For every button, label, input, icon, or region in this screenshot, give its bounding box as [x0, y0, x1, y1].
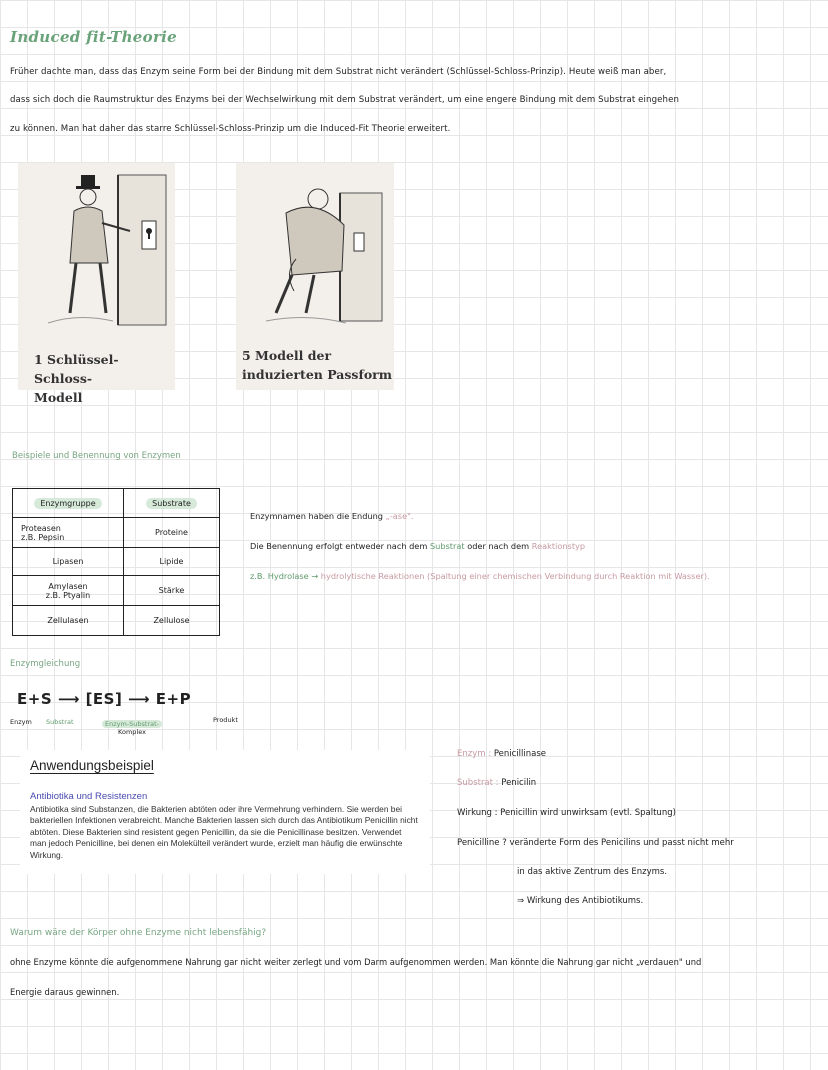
page-title: Induced fit-Theorie [10, 28, 177, 46]
card-subtitle: Antibiotika und Resistenzen [30, 791, 148, 802]
intro-line-3: zu können. Man hat daher das starre Schlüssel-Schloss-Prinzip um die Induced-Fit Theorie erweitert. [10, 124, 451, 134]
answer-line-2: Energie daraus gewinnen. [10, 987, 120, 997]
table-row [13, 518, 220, 548]
figure-2-caption-1: 5 Modell der [242, 348, 332, 363]
rn-substrat-label: Substrat : [457, 778, 499, 788]
figure-2-caption-2: induzierten Passform [242, 367, 392, 382]
note-example [250, 571, 710, 581]
rn-penicilline-3: ⇒ Wirkung des Antibiotikums. [517, 896, 644, 906]
note-naming-text: Die Benennung erfolgt entweder nach dem [250, 541, 428, 551]
label-produkt: Produkt [213, 716, 238, 724]
card-body: Antibiotika sind Substanzen, die Bakterien abtöten oder ihre Vermehrung verhindern. Sie werden bei bakteriellen Infektionen verabreicht. Manche Bakterien lassen sich durch das Antibiotikum Penicillin nicht abtöten. Diese Bakterien sind resistent gegen Penicillin, da sie die Penicillinase besitzen. Verwendet man jedoch Penicilline, bei denen ein Molekülteil verändert wurde, erzielt man häufig die erwünschte Wirkung. [30, 804, 418, 860]
figure-1-caption-1: 1 Schlüssel-Schloss- [34, 352, 119, 386]
enzyme-equation: E+S ⟶ [ES] ⟶ E+P [17, 690, 192, 708]
substrate-cell: Proteine [124, 518, 220, 548]
table-row [13, 606, 220, 636]
table-row [13, 548, 220, 576]
note-naming-substrat: Substrat [429, 541, 465, 551]
induced-fit-illustration [236, 163, 394, 333]
equation-heading: Enzymgleichung [10, 659, 81, 669]
rn-enzym-value: Penicillinase [493, 749, 546, 759]
question-heading: Warum wäre der Körper ohne Enzyme nicht lebensfähig? [10, 928, 267, 938]
label-komplex-2: Komplex [118, 728, 146, 736]
group-name: Amylasen [48, 581, 88, 591]
intro-line-2: dass sich doch die Raumstruktur des Enzyms bei der Wechselwirkung mit dem Substrat verändert, um eine engere Bindung mit dem Substrat eingehen [10, 95, 680, 105]
rn-substrat-value: Penicilin [501, 778, 537, 788]
note-naming-or: oder nach dem [467, 541, 530, 551]
note-ending-text: Enzymnamen haben die Endung [250, 511, 383, 521]
rn-penicilline-2: in das aktive Zentrum des Enzyms. [517, 867, 668, 877]
group-name: Zellulasen [13, 606, 124, 636]
figure-1-caption-2: Modell [34, 390, 83, 405]
note-naming [250, 541, 585, 551]
note-naming-reaktionstyp: Reaktionstyp [531, 541, 586, 551]
answer-line-1: ohne Enzyme könnte die aufgenommene Nahrung gar nicht weiter zerlegt und vom Darm aufgenommen werden. Man könnte die Nahrung gar nicht „verdauen" und [10, 957, 702, 967]
group-name: Lipasen [13, 548, 124, 576]
substrate-cell: Stärke [124, 576, 220, 606]
note-ending [250, 511, 413, 521]
header-enzymgruppe: Enzymgruppe [34, 498, 101, 509]
lock-key-illustration [18, 163, 175, 333]
label-komplex-1: Enzym-Substrat- [102, 720, 162, 728]
rn-enzym [457, 749, 546, 759]
table-row [13, 576, 220, 606]
intro-line-1: Früher dachte man, dass das Enzym seine Form bei der Bindung mit dem Substrat nicht verändert (Schlüssel-Schloss-Prinzip). Heute weiß man aber, [10, 67, 667, 77]
rn-penicilline-1: Penicilline ? veränderte Form des Penicilins und passt nicht mehr [457, 838, 734, 848]
label-komplex [102, 720, 162, 736]
label-enzym: Enzym [10, 718, 32, 726]
enzyme-table [12, 488, 220, 636]
note-ending-suffix: „-ase". [385, 511, 414, 521]
label-substrat: Substrat [46, 718, 74, 726]
rn-wirkung: Wirkung : Penicillin wird unwirksam (evtl. Spaltung) [457, 808, 676, 818]
group-example: z.B. Ptyalin [45, 590, 91, 600]
table-header-row [13, 489, 220, 518]
examples-heading: Beispiele und Benennung von Enzymen [12, 451, 181, 461]
header-substrate: Substrate [146, 498, 197, 509]
group-example: z.B. Pepsin [21, 532, 65, 542]
figure-induced-fit [236, 163, 394, 390]
note-example-text: hydrolytische Reaktionen (Spaltung einer chemischen Verbindung durch Reaktion mit Wasser). [320, 571, 710, 581]
substrate-cell: Zellulose [124, 606, 220, 636]
note-example-hydrolase: z.B. Hydrolase → [250, 571, 319, 581]
card-title: Anwendungsbeispiel [30, 758, 154, 773]
figure-lock-key [18, 163, 175, 405]
rn-substrat [457, 778, 536, 788]
substrate-cell: Lipide [124, 548, 220, 576]
group-name: Proteasen [21, 523, 61, 533]
application-card [20, 750, 430, 874]
rn-enzym-label: Enzym : [457, 749, 492, 759]
